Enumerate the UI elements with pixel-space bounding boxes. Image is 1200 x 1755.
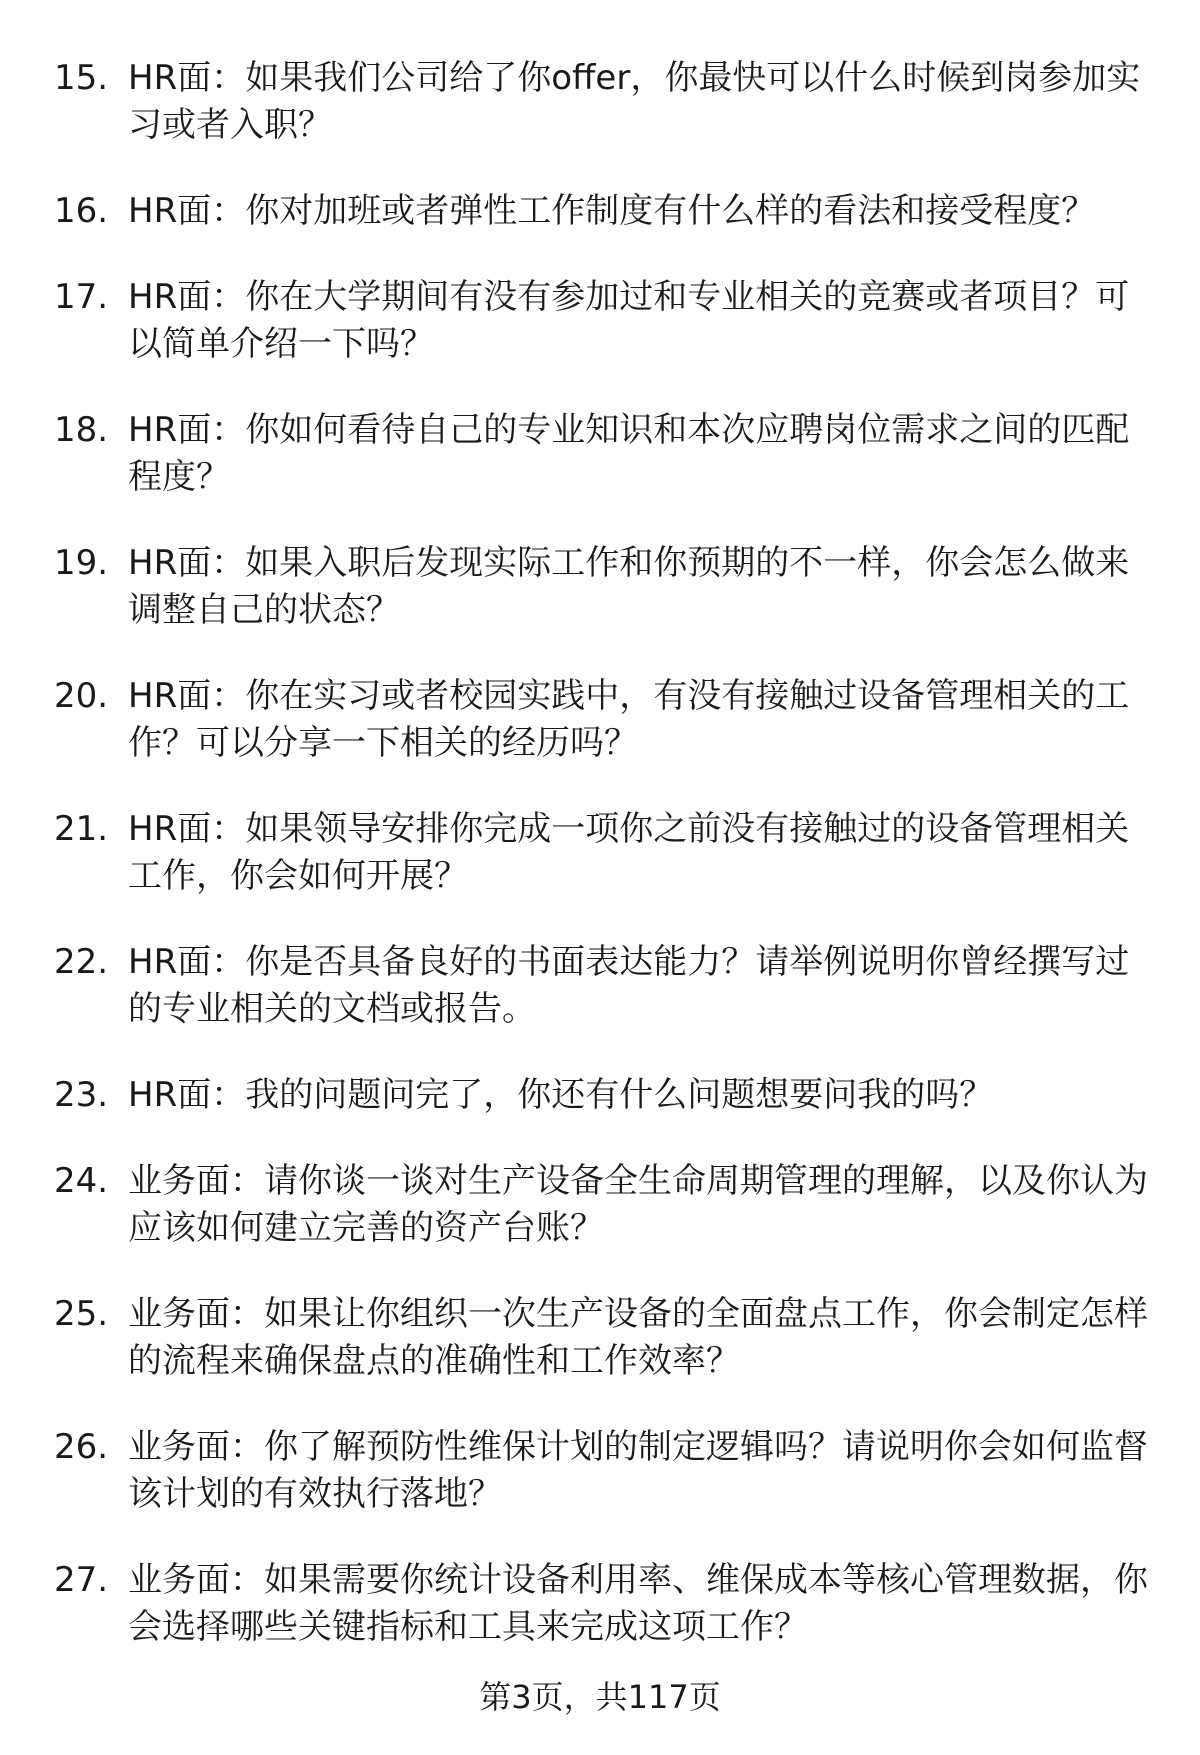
question-text: 业务面：你了解预防性维保计划的制定逻辑吗？请说明你会如何监督该计划的有效执行落地？ <box>128 1427 1148 1514</box>
question-item <box>0 1291 1200 1385</box>
question-number: 15. <box>54 58 109 98</box>
question-item <box>0 673 1200 767</box>
question-number: 17. <box>54 277 109 317</box>
page-number-footer: 第3页，共117页 <box>479 1678 721 1716</box>
question-number: 26. <box>54 1427 109 1467</box>
question-number: 16. <box>54 191 109 231</box>
question-item <box>0 1072 1200 1119</box>
question-text: HR面：你在实习或者校园实践中，有没有接触过设备管理相关的工作？可以分享一下相关的经历吗？ <box>128 676 1130 763</box>
question-number: 24. <box>54 1161 109 1201</box>
question-text: HR面：你如何看待自己的专业知识和本次应聘岗位需求之间的匹配程度？ <box>128 410 1130 497</box>
question-item <box>0 540 1200 634</box>
question-number: 19. <box>54 543 109 583</box>
question-item <box>0 188 1200 235</box>
question-text: HR面：你在大学期间有没有参加过和专业相关的竞赛或者项目？可以简单介绍一下吗？ <box>128 277 1130 364</box>
question-number: 27. <box>54 1560 109 1600</box>
question-number: 18. <box>54 410 109 450</box>
question-text: HR面：如果领导安排你完成一项你之前没有接触过的设备管理相关工作，你会如何开展？ <box>128 809 1130 896</box>
question-number: 20. <box>54 676 109 716</box>
question-item <box>0 407 1200 501</box>
question-text: 业务面：请你谈一谈对生产设备全生命周期管理的理解，以及你认为应该如何建立完善的资产台账？ <box>128 1161 1148 1248</box>
question-item <box>0 1158 1200 1252</box>
question-text: HR面：我的问题问完了，你还有什么问题想要问我的吗？ <box>128 1075 994 1115</box>
question-text: HR面：你对加班或者弹性工作制度有什么样的看法和接受程度？ <box>128 191 1096 231</box>
question-item <box>0 806 1200 900</box>
question-text: HR面：如果入职后发现实际工作和你预期的不一样，你会怎么做来调整自己的状态？ <box>128 543 1130 630</box>
question-text: HR面：如果我们公司给了你offer，你最快可以什么时候到岗参加实习或者入职？ <box>128 58 1141 145</box>
question-item <box>0 1557 1200 1651</box>
question-number: 21. <box>54 809 109 849</box>
question-item <box>0 1424 1200 1518</box>
question-text: 业务面：如果需要你统计设备利用率、维保成本等核心管理数据，你会选择哪些关键指标和工具来完成这项工作？ <box>128 1560 1148 1647</box>
question-number: 23. <box>54 1075 109 1115</box>
question-text: HR面：你是否具备良好的书面表达能力？请举例说明你曾经撰写过的专业相关的文档或报告。 <box>128 942 1130 1029</box>
question-item <box>0 939 1200 1033</box>
question-number: 22. <box>54 942 109 982</box>
question-item <box>0 55 1200 149</box>
question-text: 业务面：如果让你组织一次生产设备的全面盘点工作，你会制定怎样的流程来确保盘点的准确性和工作效率？ <box>128 1294 1148 1381</box>
question-number: 25. <box>54 1294 109 1334</box>
question-item <box>0 274 1200 368</box>
question-list <box>0 55 1200 1690</box>
